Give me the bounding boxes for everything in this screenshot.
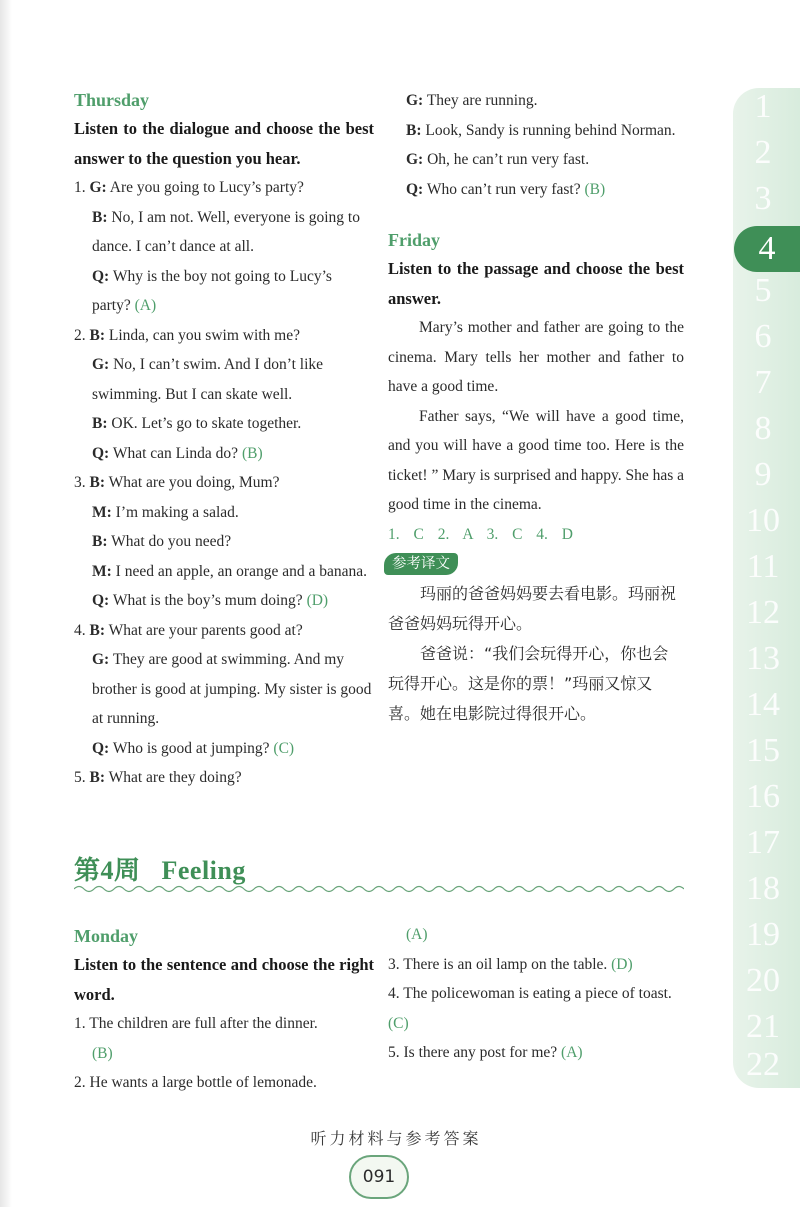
- dialogue-line: Q: Who is good at jumping? (C): [92, 739, 295, 757]
- dialogue-line: G: No, I can’t swim. And I don’t like swimming. But I can skate well.: [92, 356, 324, 403]
- week-title-text: 第4周 Feeling: [74, 856, 246, 885]
- side-tab[interactable]: 1: [754, 88, 772, 125]
- passage-paragraph: Mary’s mother and father are going to the cinema. Mary tells her mother and father to have a good time.: [388, 319, 684, 395]
- dialogue-line: B: Look, Sandy is running behind Norman.: [406, 121, 676, 139]
- dialogue-line: B: What do you need?: [92, 533, 232, 550]
- dialogue-line: M: I need an apple, an orange and a banana.: [92, 562, 367, 580]
- answer-mark: (A): [561, 1044, 583, 1061]
- dialogue-line: Q: What is the boy’s mum doing? (D): [92, 592, 329, 609]
- answer-mark: (A): [406, 926, 428, 943]
- dialogue-line: G: They are running.: [406, 92, 538, 109]
- wavy-divider: [74, 884, 684, 894]
- answer-line: [388, 920, 684, 950]
- side-tab[interactable]: 12: [746, 594, 780, 631]
- answer-mark: (D): [306, 592, 329, 609]
- friday-instruction: Listen to the passage and choose the best answer.: [388, 259, 684, 308]
- dialogue-line: Q: What can Linda do? (B): [92, 444, 263, 462]
- dialogue-line: G: They are good at swimming. And my brother is good at jumping. My sister is good at running.: [92, 651, 372, 727]
- footer-label: 听力材料与参考答案: [310, 1129, 482, 1148]
- friday-heading: Friday: [388, 230, 440, 250]
- week-title: [74, 850, 684, 890]
- side-tab[interactable]: 13: [746, 640, 780, 677]
- side-tab[interactable]: 14: [746, 686, 780, 723]
- side-tab[interactable]: 16: [746, 778, 780, 815]
- page-number: 091: [349, 1155, 409, 1199]
- side-tab-active[interactable]: 4: [734, 226, 800, 272]
- side-tab[interactable]: 21: [746, 1008, 780, 1045]
- answer-mark: (C): [388, 1014, 409, 1032]
- monday-instruction: Listen to the sentence and choose the right word.: [74, 955, 374, 1004]
- dialogue-line: 4. B: What are your parents good at?: [74, 621, 303, 639]
- side-tab[interactable]: 17: [746, 824, 780, 861]
- answer-mark: (B): [241, 444, 263, 462]
- answer-mark: (A): [134, 297, 157, 314]
- dialogue-line: 1. G: Are you going to Lucy’s party?: [74, 179, 304, 196]
- side-tab[interactable]: 18: [746, 870, 780, 907]
- side-tab[interactable]: 10: [746, 502, 780, 539]
- spacer: [388, 204, 684, 226]
- side-tab[interactable]: 5: [754, 272, 772, 309]
- answer-mark: (B): [92, 1044, 113, 1062]
- dialogue-line: 5. B: What are they doing?: [74, 769, 242, 786]
- monday-heading: Monday: [74, 926, 139, 946]
- side-tab[interactable]: 20: [746, 962, 780, 999]
- monday-section: [74, 922, 374, 1098]
- dialogue-line: B: No, I am not. Well, everyone is going to dance. I can’t dance at all.: [92, 208, 360, 255]
- answer-line: [74, 1039, 374, 1069]
- dialogue-line: Q: Who can’t run very fast? (B): [406, 180, 606, 198]
- sentence-item: 5. Is there any post for me? (A): [388, 1044, 583, 1061]
- side-tab[interactable]: 19: [746, 916, 780, 953]
- translation-badge: 参考译文: [384, 553, 458, 575]
- side-tab[interactable]: 15: [746, 732, 780, 769]
- answer-key: 1. C 2. A 3. C 4. D: [388, 525, 573, 543]
- side-tab[interactable]: 2: [754, 134, 772, 171]
- sentence-item: 3. There is an oil lamp on the table. (D): [388, 955, 633, 973]
- sentence-item: 2. He wants a large bottle of lemonade.: [74, 1074, 317, 1091]
- thursday-heading: Thursday: [74, 90, 150, 110]
- thursday-section: [74, 86, 374, 793]
- side-tab[interactable]: 6: [754, 318, 772, 355]
- answer-mark: (B): [584, 180, 606, 198]
- thursday-instruction: Listen to the dialogue and choose the best answer to the question you hear.: [74, 119, 374, 168]
- side-tab[interactable]: 7: [754, 364, 772, 401]
- side-tab[interactable]: 3: [754, 180, 772, 217]
- monday-section-continued: [388, 920, 684, 1068]
- side-tab[interactable]: 8: [754, 410, 772, 447]
- page-binding-shadow: [0, 0, 12, 1207]
- side-tab[interactable]: 11: [746, 548, 780, 585]
- side-tab[interactable]: 22: [746, 1046, 780, 1083]
- translation-paragraph: 玛丽的爸爸妈妈要去看电影。玛丽祝爸爸妈妈玩得开心。: [388, 583, 677, 633]
- dialogue-line: G: Oh, he can’t run very fast.: [406, 151, 590, 168]
- sentence-item: 1. The children are full after the dinner.: [74, 1015, 318, 1032]
- answer-mark: (C): [273, 739, 295, 757]
- translation-paragraph: 爸爸说：“我们会玩得开心，你也会玩得开心。这是你的票！”玛丽又惊又喜。她在电影院过得很开心。: [388, 643, 669, 723]
- dialogue-line: 3. B: What are you doing, Mum?: [74, 474, 280, 491]
- answer-mark: (D): [611, 955, 633, 973]
- dialogue-line: M: I’m making a salad.: [92, 503, 239, 521]
- passage-paragraph: Father says, “We will have a good time, and you will have a good time too. Here is the ticket! ” Mary is surprised and happy. She has a good time in the cinema.: [388, 407, 684, 513]
- side-tab[interactable]: 9: [754, 456, 772, 493]
- dialogue-line: 2. B: Linda, can you swim with me?: [74, 326, 300, 344]
- friday-section: [388, 86, 684, 729]
- dialogue-line: B: OK. Let’s go to skate together.: [92, 415, 302, 432]
- sentence-item: 4. The policewoman is eating a piece of toast. (C): [388, 985, 672, 1032]
- dialogue-line: Q: Why is the boy not going to Lucy’s party? (A): [92, 267, 332, 314]
